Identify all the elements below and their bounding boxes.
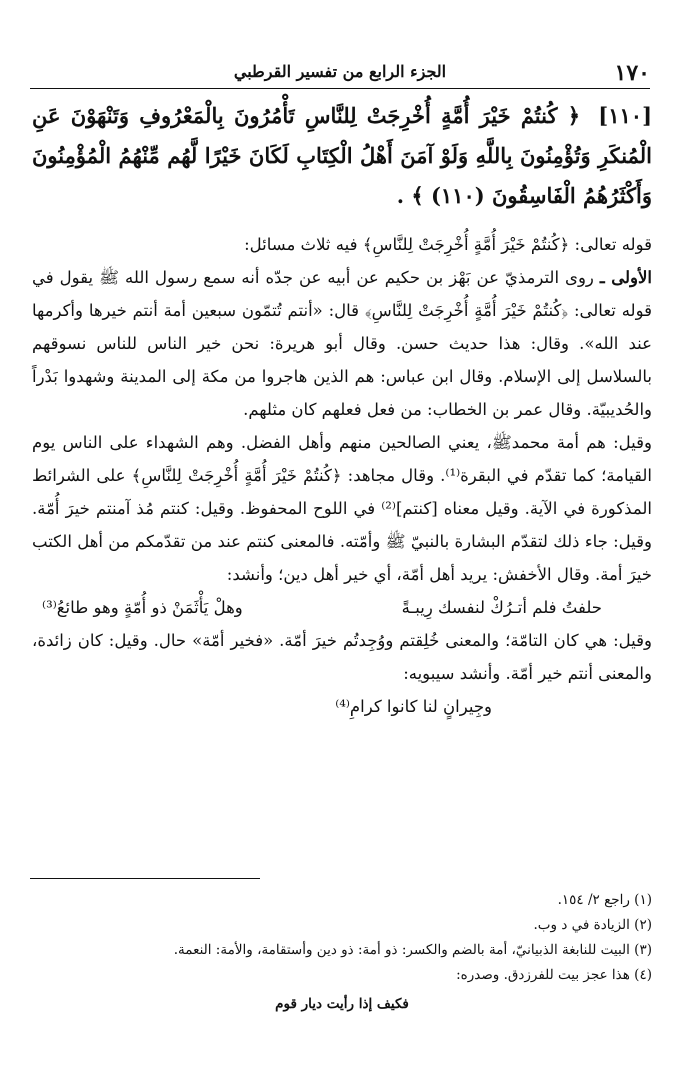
running-head: الجزء الرابع من تفسير القرطبي xyxy=(233,62,447,81)
first-issue-paragraph xyxy=(32,261,652,426)
page-header xyxy=(30,58,650,89)
second-paragraph: وقيل: هم أمة محمدﷺ، يعني الصالحين منهم وأهل الفضل. وهم الشهداء على الناس يوم القيامة؛ كما تقدّم في البقرة⁽¹⁾. وقال مجاهد: ﴿كُنتُمْ خَيْرَ أُمَّةٍ أُخْرِجَتْ لِلنَّاسِ﴾ على الشرائط المذكورة في الآية. وقيل معناه [كنتم]⁽²⁾ في اللوح المحفوظ. وقيل: كنتم مُذ آمنتم خيرَ أُمّة. وقيل: جاء ذلك لتقدّم البشارة بالنبيّ ﷺ وأمّته. فالمعنى كنتم عند من تقدّمكم من أهل الكتب خيرَ أمة. وقال الأخفش: يريد أهل أمّة، أي خير أهل دين؛ وأنشد: xyxy=(32,433,652,584)
poem-second-hemistich: وهلْ يَأْثَمَنْ ذو أُمّةٍ وهو طائعُ⁽³⁾ xyxy=(42,598,243,617)
footnote-divider xyxy=(30,878,260,879)
verse-number: [١١٠] xyxy=(598,103,653,128)
footnote-4: (٤) هذا عجز بيت للفرزدق. وصدره: xyxy=(456,967,652,983)
footnote-3: (٣) البيت للنابغة الذبيانيّ، أمة بالضم والكسر: ذو أمة: ذو دين وأستقامة، والأمة: النعمة. xyxy=(173,942,652,958)
first-issue-text: روى الترمذيّ عن بَهْز بن حكيم عن أبيه عن جدّه أنه سمع رسول الله ﷺ يقول في قوله تعالى: ﴿كُنتُمْ خَيْرَ أُمَّةٍ أُخْرِجَتْ لِلنَّاسِ﴾ قال: «أنتم تُتمّون سبعين أمة أنتم خيرها وأكرمها عند الله». وقال: هذا حديث حسن. وقال أبو هريرة: نحن خير الناس للناس نسوقهم بالسلاسل إلى الإسلام. وقال ابن عباس: هم الذين هاجروا من مكة إلى المدينة وشهدوا بَدْراً والحُديبيّة. وقال عمر بن الخطاب: من فعل فعلهم كان مثلهم. xyxy=(32,268,652,419)
poem-line xyxy=(32,591,652,624)
verse-text: ﴿ كُنتُمْ خَيْرَ أُمَّةٍ أُخْرِجَتْ لِلنَّاسِ تَأْمُرُونَ بِالْمَعْرُوفِ وَتَنْهَوْنَ عَنِ الْمُنكَرِ وَتُؤْمِنُونَ بِاللَّهِ وَلَوْ آمَنَ أَهْلُ الْكِتَابِ لَكَانَ خَيْرًا لَّهُم مِّنْهُمُ الْمُؤْمِنُونَ وَأَكْثَرُهُمُ الْفَاسِقُونَ (١١٠) ﴾ . xyxy=(32,103,652,208)
issue-label: الأولى ـ xyxy=(599,268,653,287)
third-paragraph: وقيل: هي كان التامّة؛ والمعنى خُلِقتم ووُجِدتُم خيرَ أمّة. «فخير أمّة» حال. وقيل: كان زائدة، والمعنى أنتم خير أمّة. وأنشد سيبويه: xyxy=(32,631,652,683)
sibawayh-verse: وجِيرانٍ لنا كانوا كرامِ⁽⁴⁾ xyxy=(335,697,492,716)
quran-verse xyxy=(32,96,652,216)
footnote-verse: فكيف إذا رأيت ديار قوم xyxy=(275,996,409,1012)
commentary-body xyxy=(32,228,652,723)
footnotes xyxy=(32,888,652,1017)
page-number: ١٧٠ xyxy=(614,60,650,86)
footnote-1: (١) راجع ٢/ ١٥٤. xyxy=(557,892,652,908)
poem-first-hemistich: حلفتُ فلم أتـرُكْ لنفسك رِيبـةً xyxy=(401,598,602,617)
footnote-2: (٢) الزيادة في د وب. xyxy=(533,917,652,933)
intro-paragraph: قوله تعالى: ﴿كُنتُمْ خَيْرَ أُمَّةٍ أُخْرِجَتْ لِلنَّاسِ﴾ فيه ثلاث مسائل: xyxy=(244,235,652,254)
